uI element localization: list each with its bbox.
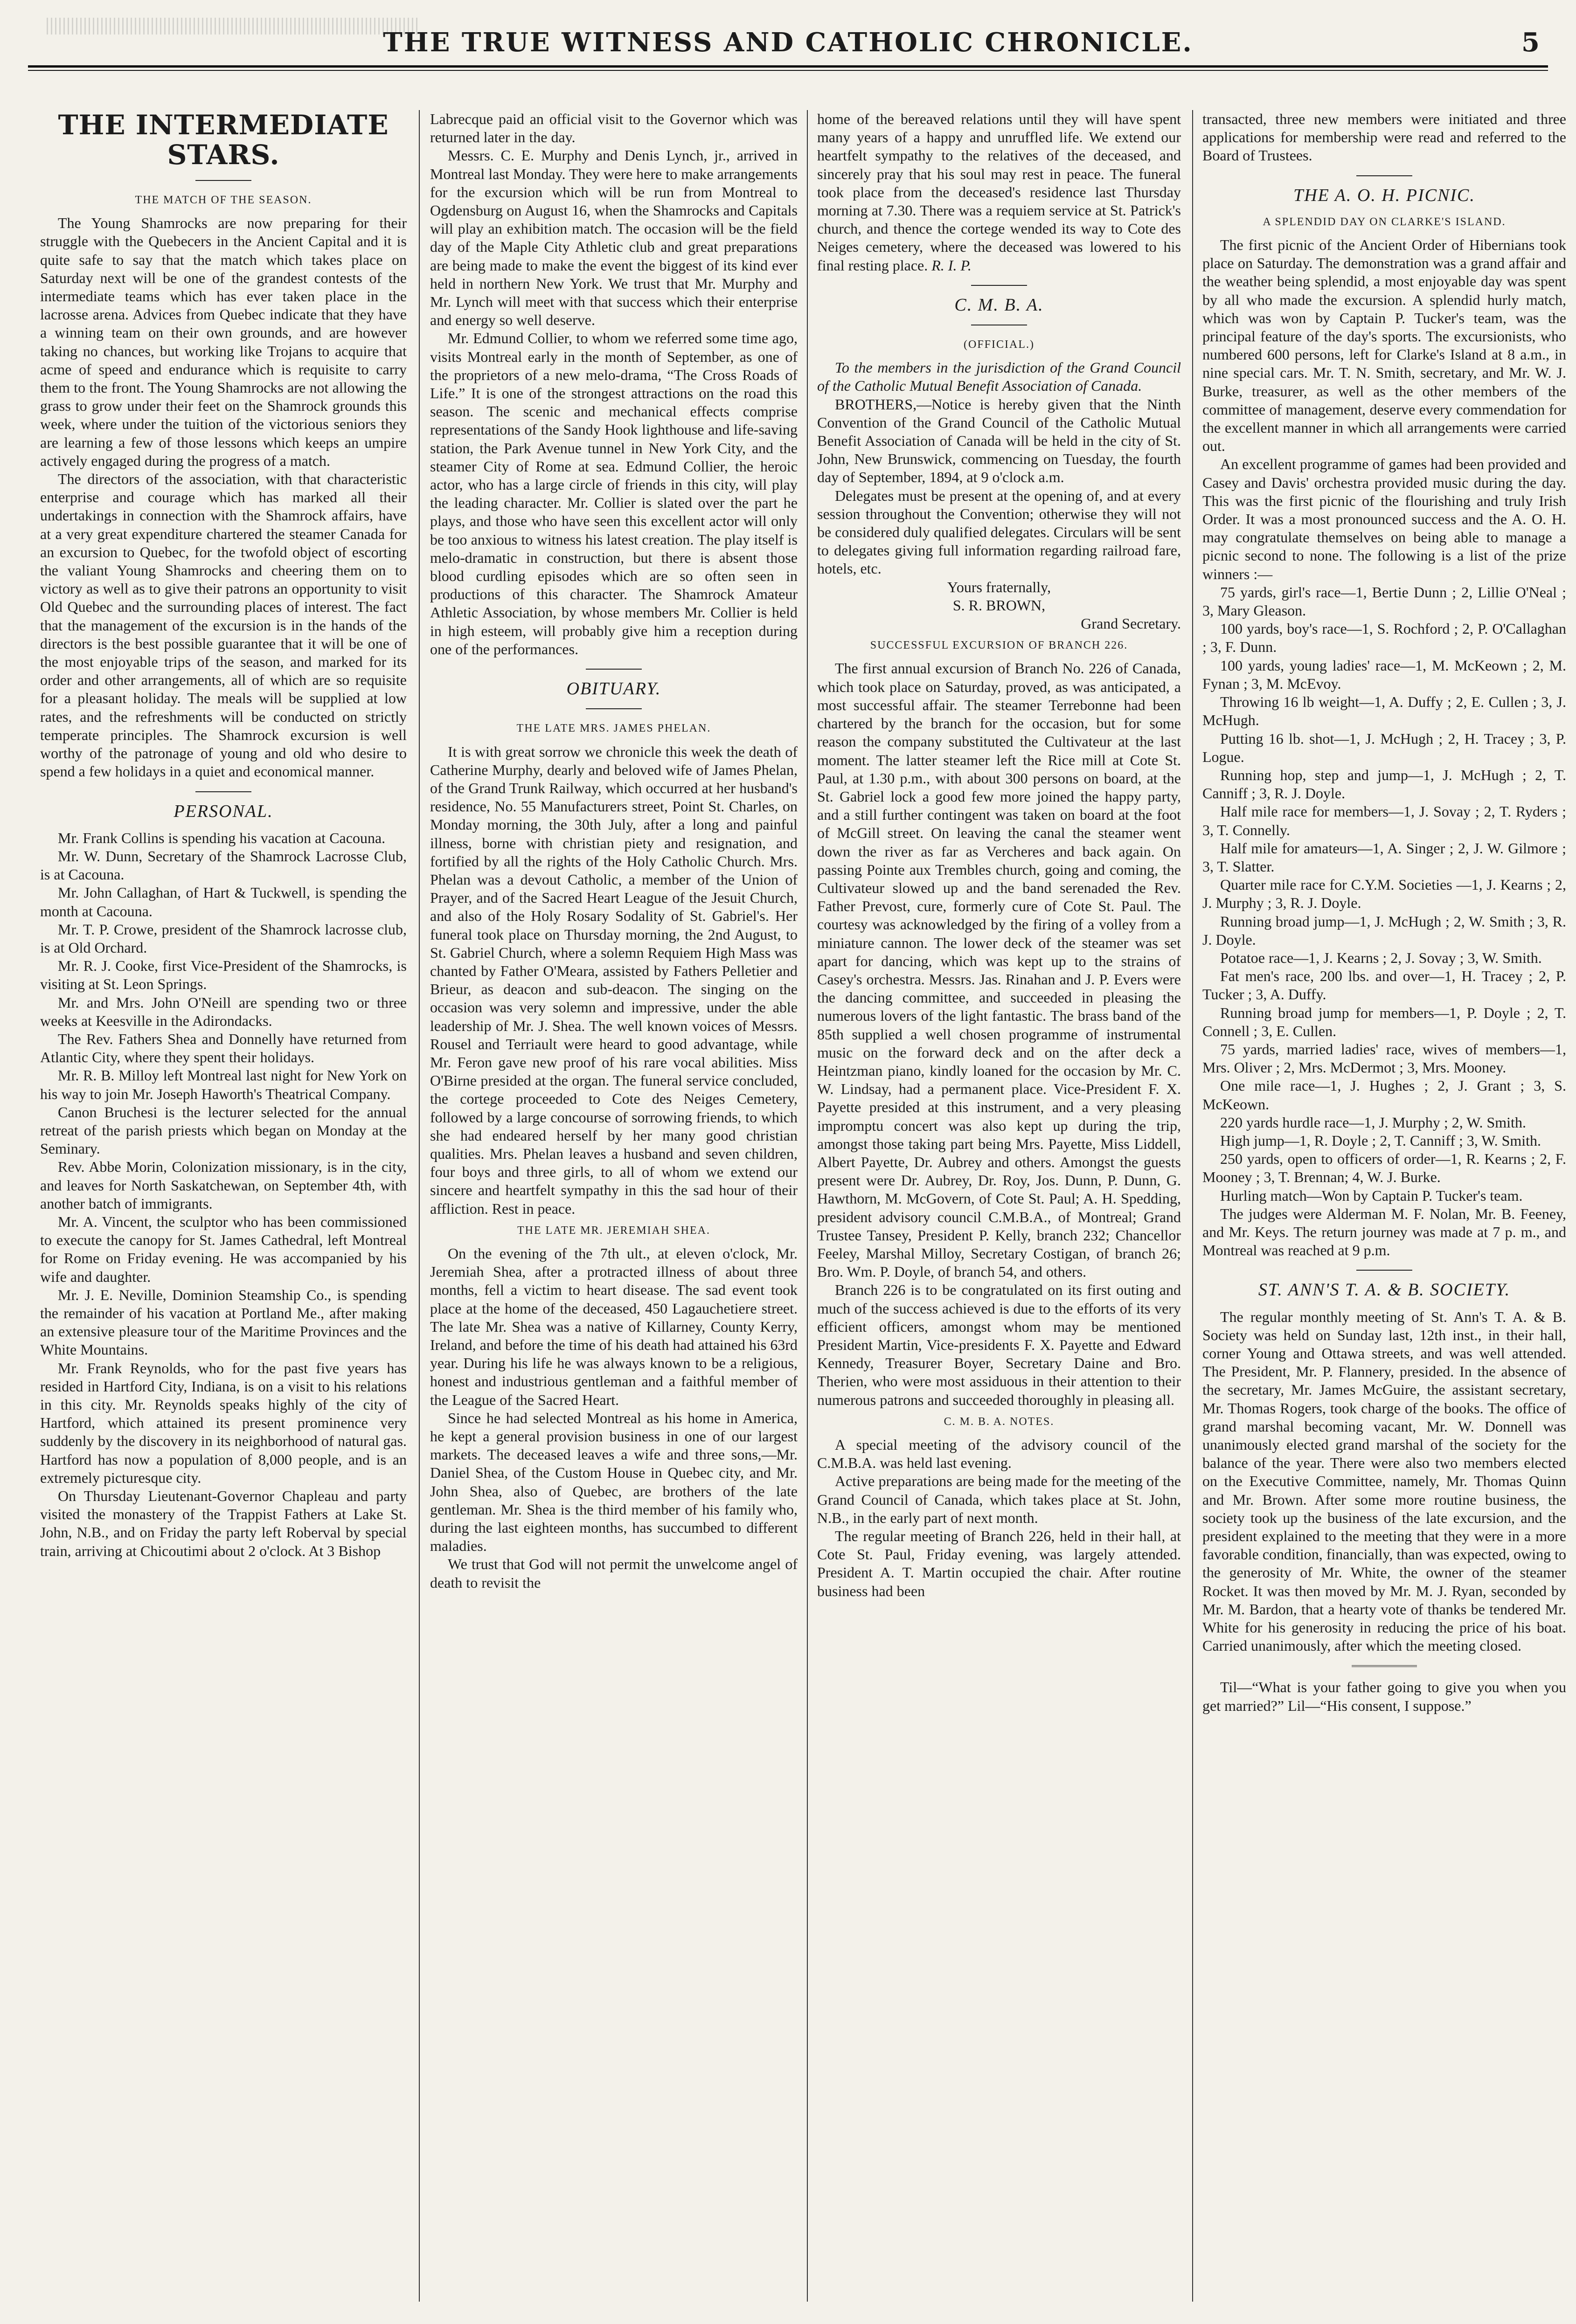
paragraph: The regular monthly meeting of St. Ann's T. A. & B. Society was held on Sunday last, 12th inst., in their hall, corner Young and Ottawa streets, and was well attended. The President, Mr. P. Flannery, presided. In the absence of the secretary, Mr. James McGuire, the assistant secretary, Mr. Thomas Rogers, took charge of the books. The office of grand marshal becoming vacant, Mr. W. Donnell was unanimously elected grand marshal of the society for the balance of the year. There were also two members elected on the Executive Committee, namely, Mr. Thomas Quinn and Mr. Brown. After some more routine business, the society took up the business of the late excursion, and the president explained to the meeting that they were in a more favorable condition, financially, than was expected, owing to the generosity of Mr. White, the owner of the steamer Rocket. It was then moved by Mr. M. J. Ryan, seconded by Mr. M. Bardon, that a hearty vote of thanks be tendered Mr. White for his generosity in reducing the price of his boat. Carried unanimously, after which the meeting closed. (1202, 1308, 1566, 1654)
article-subhead: THE MATCH OF THE SEASON. (135, 194, 312, 206)
personal-item: Messrs. C. E. Murphy and Denis Lynch, jr., arrived in Montreal last Monday. They were here to make arrangements for the excursion which will be run from Montreal to Ogdensburg on August 16, when the Shamrocks and Capitals will play an exhibition match. The occasion will be the field day of the Maple City Athletic club and great preparations are being made to make the event the biggest of its kind ever held in northern New York. We trust that Mr. Murphy and Mr. Lynch will meet with that success which their enterprise and energy so well deserve. (430, 147, 798, 329)
divider (1356, 175, 1412, 176)
prize-item: Running broad jump—1, J. McHugh ; 2, W. Smith ; 3, R. J. Doyle. (1202, 913, 1566, 948)
paragraph: The Young Shamrocks are now preparing for their struggle with the Quebecers in the Ancient Capital and it is quite safe to say that the match which takes place on Saturday next will be one of the grandest contests of the intermediate teams which has ever taken place in the lacrosse arena. Advices from Quebec indicate that they have a winning team on their own grounds, and are however taking no chances, but working like Trojans to acquire that acme of speed and endurance which is requisite to carry them to the front. The Young Shamrocks are not allowing the grass to grow under their feet on the Shamrock grounds this week, where under the tuition of the victorious seniors they are learning a few of those lessons which keeps an umpire actively engaged during the progress of a match. (40, 214, 407, 469)
prize-item: Quarter mile race for C.Y.M. Societies —1, J. Kearns ; 2, J. Murphy ; 3, R. J. Doyle. (1202, 876, 1566, 912)
personal-item: Mr. R. J. Cooke, first Vice-President of the Shamrocks, is visiting at St. Leon Springs. (40, 957, 407, 993)
column-divider (1192, 110, 1193, 2302)
paragraph: A special meeting of the advisory council of the C.M.B.A. was held last evening. (817, 1436, 1181, 1472)
prize-item: Fat men's race, 200 lbs. and over—1, H. Tracey ; 2, P. Tucker ; 3, A. Duffy. (1202, 968, 1566, 1003)
article-subhead: A SPLENDID DAY ON CLARKE'S ISLAND. (1263, 215, 1506, 228)
personal-item: Mr. Frank Reynolds, who for the past five years has resided in Hartford City, Indiana, is on a visit to his relations in this city. Mr. Reynolds speaks highly of the city of Hartford, which attained its present prominence very suddenly by the discovery in its neighborhood of natural gas. Hartford has now a population of 8,000 people, and is an extremely picturesque city. (40, 1359, 407, 1486)
article-headline: THE INTERMEDIATE STARS. (58, 110, 389, 171)
prize-item: Running broad jump for members—1, P. Doyle ; 2, T. Connell ; 3, E. Cullen. (1202, 1004, 1566, 1039)
divider (586, 669, 642, 670)
prize-item: 100 yards, boy's race—1, S. Rochford ; 2, P. O'Callaghan ; 3, F. Dunn. (1202, 620, 1566, 656)
column-3 (817, 110, 1181, 2302)
article-subhead: SUCCESSFUL EXCURSION OF BRANCH 226. (870, 639, 1128, 652)
prize-item: Putting 16 lb. shot—1, J. McHugh ; 2, H. Tracey ; 3, P. Logue. (1202, 730, 1566, 765)
divider (586, 708, 642, 709)
personal-item: Mr. J. E. Neville, Dominion Steamship Co., is spending the remainder of his vacation at Portland Me., after making an extensive pleasure tour of the Maritime Provinces and the White Mountains. (40, 1286, 407, 1358)
personal-item: Mr. A. Vincent, the sculptor who has been commissioned to execute the canopy for St. James Cathedral, left Montreal for Rome on Friday evening. He was accompanied by his wife and daughter. (40, 1213, 407, 1285)
prize-item: 75 yards, married ladies' race, wives of members—1, Mrs. Oliver ; 2, Mrs. McDermot ; 3, Mrs. Mooney. (1202, 1040, 1566, 1076)
paragraph: Since he had selected Montreal as his home in America, he kept a general provision business in one of our largest markets. The deceased leaves a wife and three sons,—Mr. Daniel Shea, of the Custom House in Quebec city, and Mr. John Shea, also of Quebec, are brothers of the late gentleman. Mr. Shea is the third member of his family who, during the last eighteen months, has succumbed to different maladies. (430, 1409, 798, 1555)
section-heading-cmba: C. M. B. A. (954, 295, 1044, 315)
paragraph (817, 110, 1181, 275)
paragraph: On the evening of the 7th ult., at eleven o'clock, Mr. Jeremiah Shea, after a protracted illness of about three months, fell a victim to heart disease. The sad event took place at the home of the deceased, 450 Lagauchetiere street. The late Mr. Shea was a native of Killarney, County Kerry, Ireland, and before the time of his death had attained his 63rd year. During his life he was always known to be a religious, honest and industrious gentleman and a faithful member of the League of the Sacred Heart. (430, 1245, 798, 1408)
prize-item: Throwing 16 lb weight—1, A. Duffy ; 2, E. Cullen ; 3, J. McHugh. (1202, 693, 1566, 729)
personal-item: Labrecque paid an official visit to the Governor which was returned later in the day. (430, 111, 798, 146)
paragraph: transacted, three new members were initiated and three applications for membership were read and referred to the Board of Trustees. (1202, 111, 1566, 164)
prize-item: 220 yards hurdle race—1, J. Murphy ; 2, W. Smith. (1220, 1114, 1526, 1131)
personal-item: Mr. T. P. Crowe, president of the Shamrock lacrosse club, is at Old Orchard. (40, 920, 407, 956)
personal-item: The Rev. Fathers Shea and Donnelly have returned from Atlantic City, where they spent their holidays. (40, 1030, 407, 1066)
prize-item: 75 yards, girl's race—1, Bertie Dunn ; 2, Lillie O'Neal ; 3, Mary Gleason. (1202, 583, 1566, 619)
prize-item: Hurling match—Won by Captain P. Tucker's team. (1220, 1187, 1523, 1204)
paragraph: Delegates must be present at the opening of, and at every session throughout the Convention; otherwise they will not be considered duly qualified delegates. Circulars will be sent to delegates giving full information regarding railroad fare, hotels, etc. (817, 487, 1181, 577)
paragraph: We trust that God will not permit the unwelcome angel of death to revisit the (430, 1556, 798, 1591)
page-number: 5 (1521, 27, 1540, 58)
rip-text: R. I. P. (931, 256, 972, 274)
column-4 (1202, 110, 1566, 2302)
signer-title: Grand Secretary. (1081, 615, 1181, 632)
personal-item: Mr. and Mrs. John O'Neill are spending two or three weeks at Keesville in the Adirondacks. (40, 994, 407, 1029)
paragraph: Branch 226 is to be congratulated on its first outing and much of the success achieved is due to the efforts of its very efficient officers, amongst whom may be mentioned President Martin, Vice-presidents F. X. Payette and Edward Kennedy, Treasurer Boyer, Secretary Daine and Bro. Therien, who were most assiduous in their attention to their numerous patrons and succeeded thoroughly in pleasing all. (817, 1281, 1181, 1408)
personal-item: Mr. Frank Collins is spending his vacation at Cacouna. (58, 829, 386, 846)
paragraph: BROTHERS,—Notice is hereby given that the Ninth Convention of the Grand Council of the Catholic Mutual Benefit Association of Canada will be held in the city of St. John, New Brunswick, commencing on Tuesday, the fourth day of September, 1894, at 9 o'clock a.m. (817, 395, 1181, 486)
personal-item: Canon Bruchesi is the lecturer selected for the annual retreat of the parish priests which began on Monday at the Seminary. (40, 1103, 407, 1157)
prize-item: High jump—1, R. Doyle ; 2, T. Canniff ; 3, W. Smith. (1220, 1132, 1541, 1149)
paragraph: It is with great sorrow we chronicle this week the death of Catherine Murphy, dearly and beloved wife of James Phelan, of the Grand Trunk Railway, which occurred at her husband's residence, No. 55 Manufacturers street, Point St. Charles, on Monday morning, the 30th July, after a long and painful illness, borne with christian piety and resignation, and fortified by all the rights of the Holy Catholic Church. Mrs. Phelan was a devout Catholic, a member of the Union of Prayer, and of the Sacred Heart League of the Jesuit Church, and also of the Holy Rosary Sodality of St. Gabriel's. Her funeral took place on Thursday morning, the 2nd August, to St. Gabriel Church, where a solemn Requiem High Mass was chanted by Father O'Meara, assisted by Fathers Pelletier and Brieur, as deacon and sub-deacon. The singing on the occasion was very solemn and impressive, under the able leadership of Mr. J. Shea. The well known voices of Messrs. Rousel and Terriault were heard to good advantage, while Mr. Feron gave new proof of his rare vocal abilities. Miss O'Birne presided at the organ. The funeral service concluded, the cortege proceeded to Cote des Neiges Cemetery, followed by a large concourse of sorrowing friends, to which she had endeared herself by her many good christian qualities. Mrs. Phelan leaves a husband and seven children, four boys and three girls, to all of whom we extend our sincere and heartfelt sympathy in this the sad hour of their affliction. Rest in peace. (430, 743, 798, 1217)
personal-item: Mr. Edmund Collier, to whom we referred some time ago, visits Montreal early in the month of September, as one of the proprietors of a new melo-drama, “The Cross Roads of Life.” It is one of the strongest attractions on the road this season. The scenic and mechanical effects comprise representations of the Sandy Hook lighthouse and life-saving station, the Park Avenue tunnel in New York City, and the steamer City of Rome at sea. Edmund Collier, the heroic actor, who has a large circle of friends in this city, will play the leading character. Mr. Collier is slated over the part he plays, and those who have seen this excellent actor will only be too anxious to witness his latest creation. The play itself is melo-dramatic in construction, but there is absent those blood curdling episodes which are so often seen in productions of this character. The Shamrock Amateur Athletic Association, by whose members Mr. Collier is held in high esteem, will probably give him a reception during one of the performances. (430, 330, 798, 657)
closing: Yours fraternally, (947, 578, 1051, 595)
signer-name: S. R. BROWN, (952, 596, 1046, 614)
divider (971, 285, 1027, 286)
newspaper-title: THE TRUE WITNESS AND CATHOLIC CHRONICLE. (383, 27, 1193, 58)
paragraph: The directors of the association, with that characteristic enterprise and courage which has marked all their undertakings in connection with the Shamrock affairs, have at a very great expenditure chartered the steamer Canada for an excursion to Quebec, for the twofold object of escorting the valiant Young Shamrocks and cheering them on to victory as well as to give their patrons an opportunity to visit Old Quebec and the surrounding places of interest. The fact that the management of the excursion is in the hands of the directors is the best possible guarantee that it will be one of the most enjoyable trips of the season, and marked for its order and other arrangements, all of which are so requisite for a pleasant holiday. The meals will be supplied at low rates, and the refreshments will be conducted on strictly temperate principles. The Shamrock excursion is well worthy of the patronage of young and old who desire to spend a few holidays in a quiet and economical manner. (40, 470, 407, 780)
section-heading-aoh: THE A. O. H. PICNIC. (1293, 185, 1475, 205)
article-subhead: C. M. B. A. NOTES. (944, 1415, 1055, 1428)
paragraph-text: home of the bereaved relations until they will have spent many years of a happy and unruffled life. We extend our heartfelt sympathy to the relatives of the deceased, and sincerely pray that his soul may rest in peace. The funeral took place from the deceased's residence last Thursday morning at 7.30. There was a requiem service at St. Patrick's church, and thence the cortege wended its way to Cote des Neiges cemetery, where the deceased was lowered to his final resting place. (817, 111, 1181, 274)
prize-item: Potatoe race—1, J. Kearns ; 2, J. Sovay ; 3, W. Smith. (1220, 949, 1542, 966)
prize-item: Half mile for amateurs—1, A. Singer ; 2, J. W. Gilmore ; 3, T. Slatter. (1202, 839, 1566, 875)
column-divider (807, 110, 808, 2302)
obituary-subhead: THE LATE MR. JEREMIAH SHEA. (517, 1224, 710, 1237)
paragraph: The first annual excursion of Branch No. 226 of Canada, which took place on Saturday, proved, as was anticipated, a most successful affair. The steamer Terrebonne had been chartered by the branch for the occasion, but for some reason the company substituted the Cultivateur at the last moment. The latter steamer left the Rice mill at Cote St. Paul, at 1.30 p.m., with about 300 persons on board, at the St. Gabriel lock a good few more joined the happy party, and a still further contingent was taken on board at the foot of McGill street. On leaving the canal the steamer went down the river as far as Vercheres and back again. On passing Pointe aux Trembles church, going and coming, the Cultivateur slowed up and the band serenaded the Rev. Father Prevost, cure, formerly cure of Cote St. Paul. The courtesy was acknowledged by the firing of a volley from a miniature cannon. The lower deck of the steamer was set apart for dancing, which was kept up to the strains of Casey's orchestra. Messrs. Jas. Rinahan and J. P. Evers were the dancing committee, and succeeded in pleasing the numerous lovers of the light fantastic. The brass band of the 85th supplied a well chosen programme of instrumental music on the forward deck and on the after deck a Heintzman piano, kindly loaned for the occasion by Mr. C. W. Lindsay, had a permanent place. Vice-President F. X. Payette presided at this instrument, and a very pleasing impromptu concert was also kept up during the trip, amongst those taking part being Mrs. Payette, Miss Liddell, Albert Payette, Dr. Aubrey and others. Amongst the guests present were Dr. Aubrey, Dr. Roy, Jos. Dunn, P. Dunn, G. Hawthorn, M. McGovern, of Cote St. Paul; A. H. Spedding, president advisory council C.M.B.A., of Montreal; Grand Trustee Tansey, President P. Kelly, branch 232; Chancellor Feeley, Marshal Milloy, Secretary Costigan, of branch 26; Bro. Wm. P. Doyle, of branch 54, and others. (817, 660, 1181, 1280)
personal-item: Mr. John Callaghan, of Hart & Tuckwell, is spending the month at Cacouna. (40, 884, 407, 920)
personal-item: On Thursday Lieutenant-Governor Chapleau and party visited the monastery of the Trappist Fathers at Lake St. John, N.B., and on Friday the party left Roberval by special train, arriving at Chicoutimi about 2 o'clock. At 3 Bishop (40, 1487, 407, 1559)
obituary-subhead: THE LATE MRS. JAMES PHELAN. (516, 722, 711, 735)
prize-item: One mile race—1, J. Hughes ; 2, J. Grant ; 3, S. McKeown. (1202, 1077, 1566, 1113)
section-heading-obituary: OBITUARY. (566, 679, 661, 699)
divider (195, 791, 251, 792)
paragraph: The regular meeting of Branch 226, held in their hall, at Cote St. Paul, Friday evening, was largely attended. President A. T. Martin occupied the chair. After routine business had been (817, 1528, 1181, 1599)
prize-item: Running hop, step and jump—1, J. McHugh ; 2, T. Canniff ; 3, R. J. Doyle. (1202, 766, 1566, 802)
divider (195, 180, 251, 181)
column-2 (430, 110, 798, 2302)
personal-item: Mr. W. Dunn, Secretary of the Shamrock Lacrosse Club, is at Cacouna. (40, 847, 407, 883)
masthead-rule (28, 65, 1548, 68)
paragraph: Active preparations are being made for the meeting of the Grand Council of Canada, which takes place at St. John, N.B., in the early part of next month. (817, 1473, 1181, 1526)
section-heading-personal: PERSONAL. (174, 801, 273, 821)
prize-item: The judges were Alderman M. F. Nolan, Mr. B. Feeney, and Mr. Keys. The return journey was made at 7 p. m., and Montreal was reached at 9 p.m. (1202, 1205, 1566, 1259)
prize-item: Half mile race for members—1, J. Sovay ; 2, T. Ryders ; 3, T. Connelly. (1202, 803, 1566, 838)
personal-item: Rev. Abbe Morin, Colonization missionary, is in the city, and leaves for North Saskatchewan, on September 4th, with another batch of immigrants. (40, 1158, 407, 1212)
official-label: (OFFICIAL.) (964, 339, 1034, 351)
paragraph: An excellent programme of games had been provided and Casey and Davis' orchestra provided music during the day. This was the first picnic of the flourishing and truly Irish Order. It was a most pronounced success and the A. O. H. may congratulate themselves on being able to manage a picnic second to none. The following is a list of the prize winners :— (1202, 456, 1566, 582)
column-1 (40, 110, 407, 2302)
prize-item: 250 yards, open to officers of order—1, R. Kearns ; 2, F. Mooney ; 3, T. Brennan; 4, W. J. Burke. (1202, 1150, 1566, 1186)
column-divider (419, 110, 420, 2302)
section-heading-st-anns: ST. ANN'S T. A. & B. SOCIETY. (1258, 1280, 1511, 1300)
personal-item: Mr. R. B. Milloy left Montreal last night for New York on his way to join Mr. Joseph Haworth's Theatrical Company. (40, 1067, 407, 1102)
joke-paragraph: Til—“What is your father going to give you when you get married?” Lil—“His consent, I suppose.” (1202, 1679, 1566, 1714)
divider (1352, 1665, 1417, 1668)
masthead (28, 7, 1548, 81)
divider (1356, 1270, 1412, 1271)
notice-address: To the members in the jurisdiction of the Grand Council of the Catholic Mutual Benefit Association of Canada. (817, 359, 1181, 394)
prize-item: 100 yards, young ladies' race—1, M. McKeown ; 2, M. Fynan ; 3, M. McEvoy. (1202, 657, 1566, 692)
masthead-rule-thin (28, 70, 1548, 71)
paragraph: The first picnic of the Ancient Order of Hibernians took place on Saturday. The demonstration was a grand affair and the weather being splendid, a most enjoyable day was spent by all who made the excursion. A splendid hurly match, which was won by Captain P. Tucker's team, was the principal feature of the day's sports. The excursionists, who numbered 600 persons, left for Clarke's Island at 8 a.m., in nine special cars. Mr. T. N. Smith, secretary, and Mr. W. J. Burke, treasurer, as well as the other members of the committee of management, deserve every commendation for the excellent manner in which all arrangements were carried out. (1202, 236, 1566, 455)
